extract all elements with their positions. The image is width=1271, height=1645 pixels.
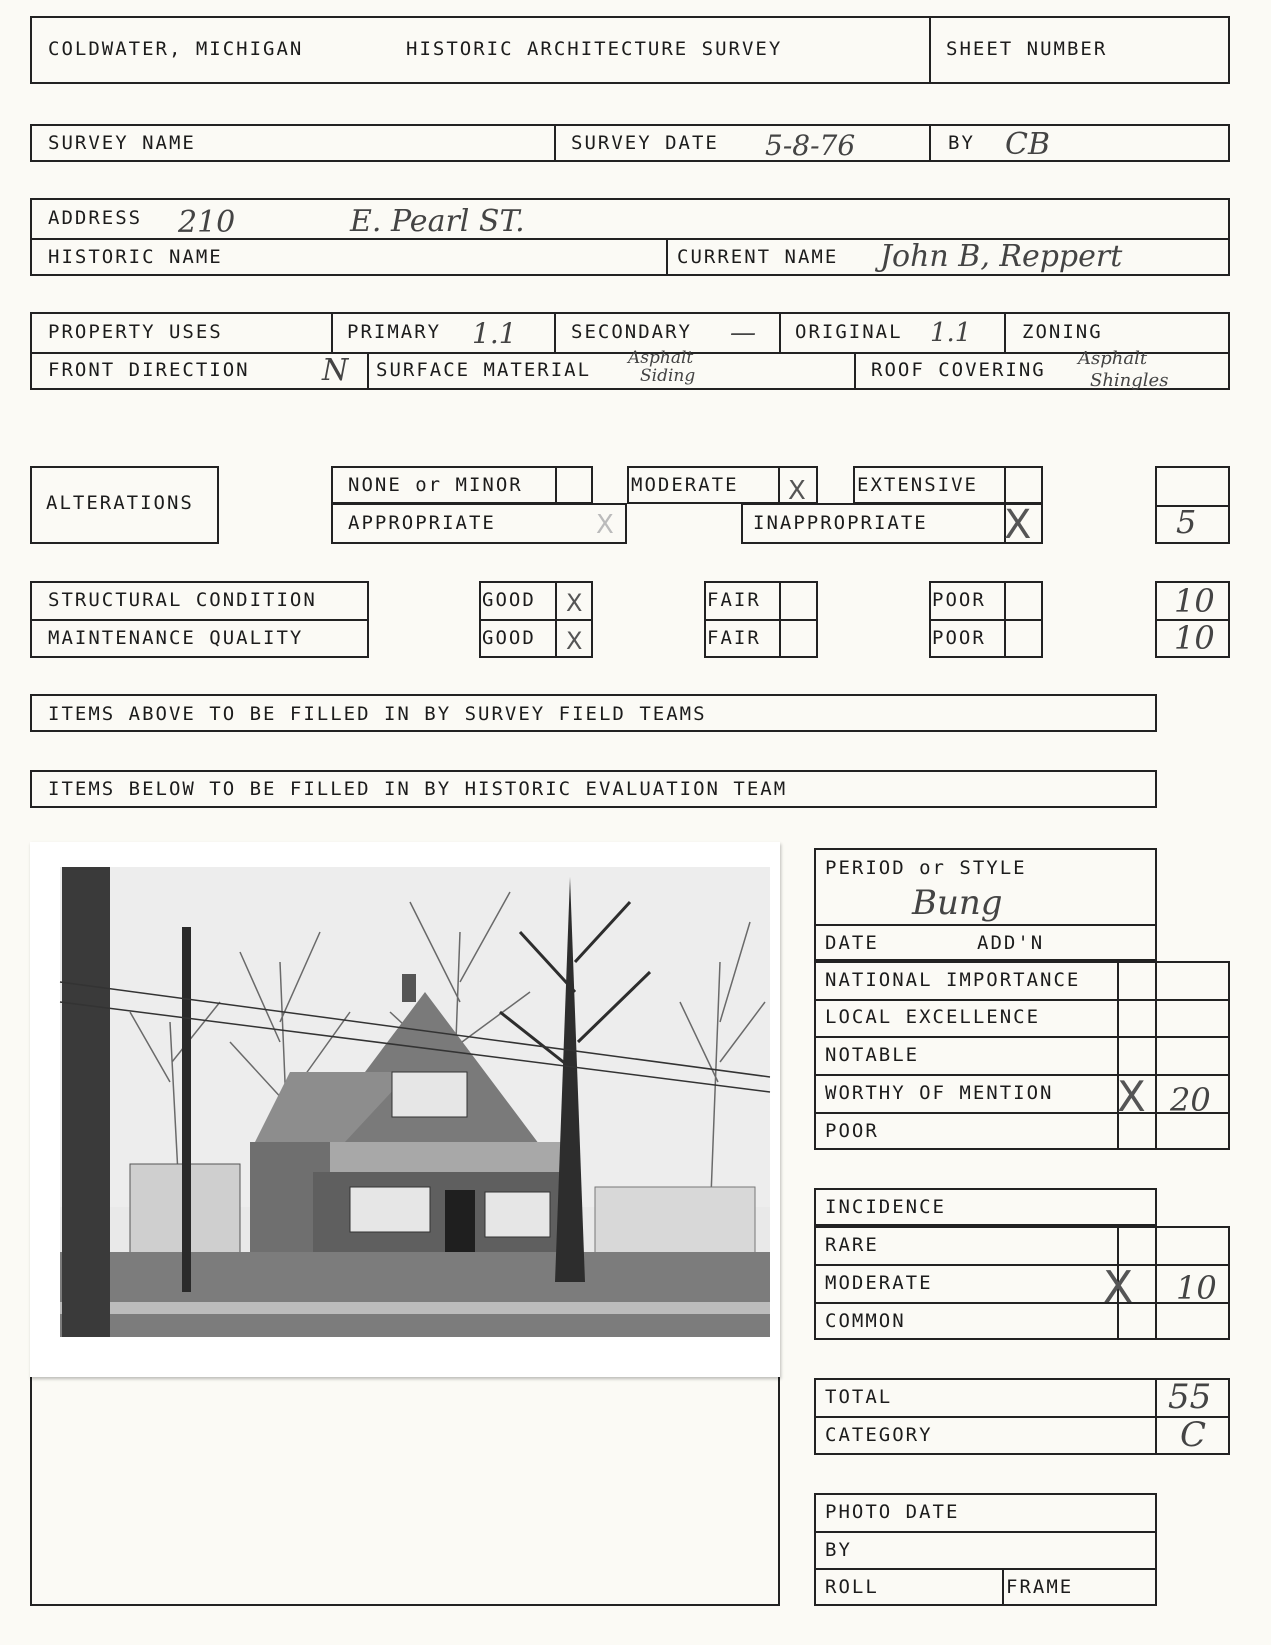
property-divider-3 <box>779 312 781 352</box>
good-divider <box>479 619 593 621</box>
local-excellence-label: LOCAL EXCELLENCE <box>825 1006 1041 1028</box>
roof-covering-line1: Asphalt <box>1078 348 1148 369</box>
roof-covering-line2: Shingles <box>1090 370 1169 391</box>
front-direction-value: N <box>322 353 349 388</box>
good-label-2: GOOD <box>482 627 536 649</box>
moderate-checkbox-divider <box>778 466 780 504</box>
incidence-label: INCIDENCE <box>825 1196 946 1218</box>
significance-row-2 <box>814 1036 1230 1038</box>
fair-label-2: FAIR <box>707 627 761 649</box>
survey-name-label: SURVEY NAME <box>48 132 196 154</box>
period-label: PERIOD or STYLE <box>825 857 1027 879</box>
significance-score-divider <box>1155 961 1157 1150</box>
roof-covering-label: ROOF COVERING <box>871 359 1046 381</box>
structural-condition-label: STRUCTURAL CONDITION <box>48 589 317 611</box>
significance-row-4 <box>814 1112 1230 1114</box>
poor-label-1: POOR <box>932 589 986 611</box>
condition-label-divider <box>30 619 369 621</box>
surface-material-line1: Asphalt <box>628 348 694 368</box>
city-label: COLDWATER, MICHIGAN <box>48 38 304 60</box>
fair-checkbox-divider <box>779 581 781 658</box>
roll-frame-divider <box>1002 1568 1004 1606</box>
survey-date-value: 5-8-76 <box>765 129 856 162</box>
category-value: C <box>1180 1415 1207 1455</box>
period-divider <box>814 924 1157 926</box>
house-photo <box>30 842 780 1377</box>
photo-by-label: BY <box>825 1539 852 1561</box>
property-divider-4 <box>1004 312 1006 352</box>
above-note-text: ITEMS ABOVE TO BE FILLED IN BY SURVEY FIELD TEAMS <box>48 703 707 725</box>
incidence-row-1 <box>814 1264 1230 1266</box>
good-label-1: GOOD <box>482 589 536 611</box>
significance-row-1 <box>814 999 1230 1001</box>
appropriate-label: APPROPRIATE <box>348 512 496 534</box>
alterations-score: 5 <box>1176 503 1197 541</box>
survey-divider-1 <box>554 124 556 162</box>
period-value: Bung <box>912 883 1003 923</box>
name-divider <box>666 238 668 276</box>
secondary-value: — <box>730 318 756 348</box>
survey-right-edge <box>1228 124 1230 162</box>
moderate-label: MODERATE <box>631 474 739 496</box>
zoning-label: ZONING <box>1022 321 1103 343</box>
address-street: E. Pearl ST. <box>350 204 525 239</box>
none-minor-checkbox-divider <box>555 466 557 504</box>
below-note-text: ITEMS BELOW TO BE FILLED IN BY HISTORIC EVALUATION TEAM <box>48 778 788 800</box>
sheet-number-label: SHEET NUMBER <box>946 38 1108 60</box>
alterations-label: ALTERATIONS <box>46 492 194 514</box>
significance-mark-divider <box>1117 961 1119 1150</box>
poor-label-2: POOR <box>932 627 986 649</box>
incidence-row-2 <box>814 1302 1230 1304</box>
none-minor-label: NONE or MINOR <box>348 474 523 496</box>
rare-label: RARE <box>825 1234 879 1256</box>
current-name-label: CURRENT NAME <box>677 246 839 268</box>
photo-info-row-2 <box>814 1568 1157 1570</box>
photo-date-label: PHOTO DATE <box>825 1501 960 1523</box>
historic-name-label: HISTORIC NAME <box>48 246 223 268</box>
total-label: TOTAL <box>825 1386 893 1408</box>
category-label: CATEGORY <box>825 1424 933 1446</box>
extensive-label: EXTENSIVE <box>857 474 978 496</box>
structural-good-check: X <box>566 589 583 617</box>
property-divider-6 <box>854 352 856 390</box>
moderate-check: X <box>788 476 806 506</box>
original-value: 1.1 <box>930 318 972 348</box>
national-importance-label: NATIONAL IMPORTANCE <box>825 969 1081 991</box>
survey-title: HISTORIC ARCHITECTURE SURVEY <box>406 38 783 60</box>
property-uses-label: PROPERTY USES <box>48 321 223 343</box>
maintenance-score: 10 <box>1174 619 1215 657</box>
poor-significance-label: POOR <box>825 1120 879 1142</box>
inappropriate-label: INAPPROPRIATE <box>753 512 928 534</box>
original-label: ORIGINAL <box>795 321 903 343</box>
survey-divider-2 <box>929 124 931 162</box>
poor-divider <box>929 619 1043 621</box>
common-label: COMMON <box>825 1310 906 1332</box>
header-divider <box>929 16 931 84</box>
worthy-check: X <box>1117 1072 1146 1121</box>
above-note-top <box>30 694 1157 696</box>
worthy-score: 20 <box>1170 1081 1211 1119</box>
property-divider-1 <box>331 312 333 352</box>
fair-label-1: FAIR <box>707 589 761 611</box>
moderate-incidence-label: MODERATE <box>825 1272 933 1294</box>
property-divider-5 <box>367 352 369 390</box>
fair-divider <box>704 619 818 621</box>
maintenance-good-check: X <box>566 627 583 655</box>
address-label: ADDRESS <box>48 207 143 229</box>
surface-material-line2: Siding <box>640 366 696 386</box>
surface-material-label: SURFACE MATERIAL <box>376 359 592 381</box>
total-value: 55 <box>1168 1377 1212 1417</box>
inappropriate-check: X <box>1004 502 1032 548</box>
poor-checkbox-divider <box>1004 581 1006 658</box>
worthy-label: WORTHY OF MENTION <box>825 1082 1054 1104</box>
structural-score: 10 <box>1174 582 1215 620</box>
significance-row-3 <box>814 1074 1230 1076</box>
appropriate-check: X <box>596 510 614 540</box>
secondary-label: SECONDARY <box>571 321 692 343</box>
survey-date-label: SURVEY DATE <box>571 132 719 154</box>
by-value: CB <box>1005 127 1050 162</box>
property-divider-2 <box>554 312 556 352</box>
by-label: BY <box>948 132 975 154</box>
roll-label: ROLL <box>825 1576 879 1598</box>
extensive-checkbox-divider <box>1004 466 1006 504</box>
maintenance-quality-label: MAINTENANCE QUALITY <box>48 627 304 649</box>
moderate-incidence-check: X <box>1103 1262 1134 1313</box>
current-name-value: John B, Reppert <box>880 239 1123 274</box>
incidence-score-divider <box>1155 1226 1157 1340</box>
good-checkbox-divider <box>555 581 557 658</box>
address-number: 210 <box>178 205 236 240</box>
house-photo-image <box>30 842 780 1377</box>
front-direction-label: FRONT DIRECTION <box>48 359 250 381</box>
notable-label: NOTABLE <box>825 1044 920 1066</box>
moderate-incidence-score: 10 <box>1176 1269 1217 1307</box>
photo-info-row-1 <box>814 1531 1157 1533</box>
date-label: DATE <box>825 932 879 954</box>
primary-value: 1.1 <box>472 317 517 350</box>
primary-label: PRIMARY <box>347 321 442 343</box>
addn-label: ADD'N <box>977 932 1045 954</box>
frame-label: FRAME <box>1006 1576 1074 1598</box>
